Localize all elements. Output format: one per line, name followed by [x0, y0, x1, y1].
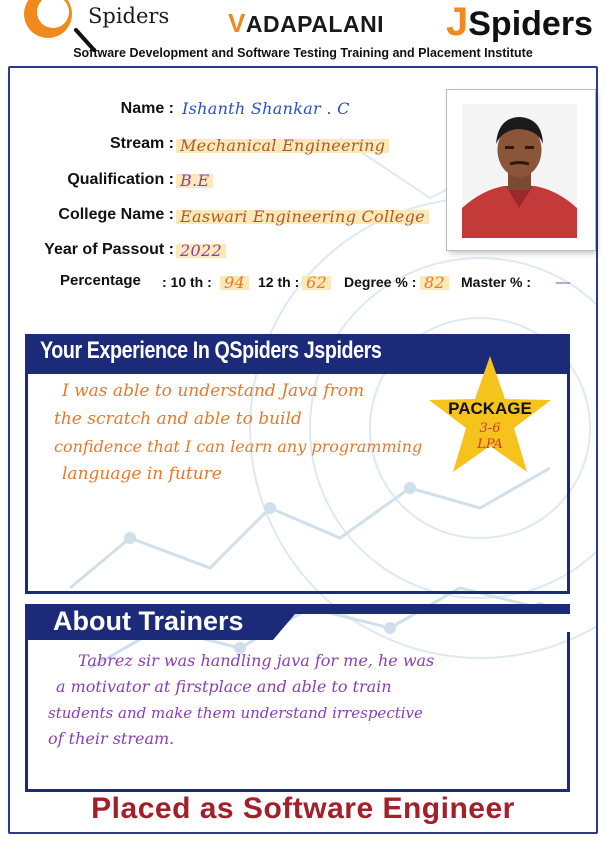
- experience-line-2: the scratch and able to build: [54, 409, 302, 429]
- experience-line-4: language in future: [62, 464, 222, 484]
- passout-value: 2022: [176, 241, 226, 260]
- name-value: Ishanth Shankar . C: [182, 99, 350, 118]
- tenth-value: 94: [220, 273, 249, 292]
- package-value: [425, 421, 555, 453]
- stream-value: Mechanical Engineering: [176, 136, 389, 155]
- twelfth-value: 62: [302, 273, 331, 292]
- trainers-line-2: a motivator at firstplace and able to train: [56, 677, 392, 696]
- package-value-unit: LPA: [477, 437, 503, 452]
- degree-label: Degree % :: [344, 274, 417, 290]
- branch-name: [228, 8, 384, 39]
- branch-rest: ADAPALANI: [245, 11, 385, 37]
- package-label: PACKAGE: [448, 399, 532, 418]
- tenth-label: : 10 th :: [162, 274, 212, 290]
- college-value: Easwari Engineering College: [176, 207, 429, 226]
- jspiders-initial: J: [446, 0, 469, 44]
- experience-line-3: confidence that I can learn any programming: [54, 437, 423, 456]
- qspiders-wordmark: Spiders: [88, 4, 170, 28]
- degree-value: 82: [420, 273, 449, 292]
- jspiders-logo: [446, 0, 593, 45]
- experience-title: Your Experience In QSpiders Jspiders: [40, 337, 382, 364]
- name-label: Name :: [120, 100, 174, 117]
- master-label: Master % :: [461, 274, 532, 290]
- institute-tagline: Software Development and Software Testing Training and Placement Institute: [73, 46, 533, 60]
- college-label: College Name :: [58, 206, 174, 223]
- trainers-line-4: of their stream.: [48, 729, 175, 748]
- percentage-label: Percentage: [60, 272, 141, 289]
- trainers-line-1: Tabrez sir was handling java for me, he was: [78, 651, 435, 670]
- package-value-range: 3-6: [479, 421, 501, 436]
- twelfth-label: 12 th :: [258, 274, 300, 290]
- stream-label: Stream :: [109, 135, 174, 152]
- student-photo: [462, 104, 577, 238]
- trainers-title: About Trainers: [53, 606, 244, 636]
- qualification-value: B.E: [176, 171, 213, 190]
- trainers-line-3: students and make them understand irrespective: [48, 704, 423, 722]
- branch-initial: V: [228, 8, 246, 38]
- qualification-label: Qualification :: [67, 171, 174, 188]
- master-value: —: [555, 272, 572, 291]
- passout-label: Year of Passout :: [44, 241, 174, 258]
- jspiders-wordmark: Spiders: [468, 5, 593, 43]
- experience-line-1: I was able to understand Java from: [62, 381, 365, 401]
- placed-banner: Placed as Software Engineer: [91, 792, 515, 825]
